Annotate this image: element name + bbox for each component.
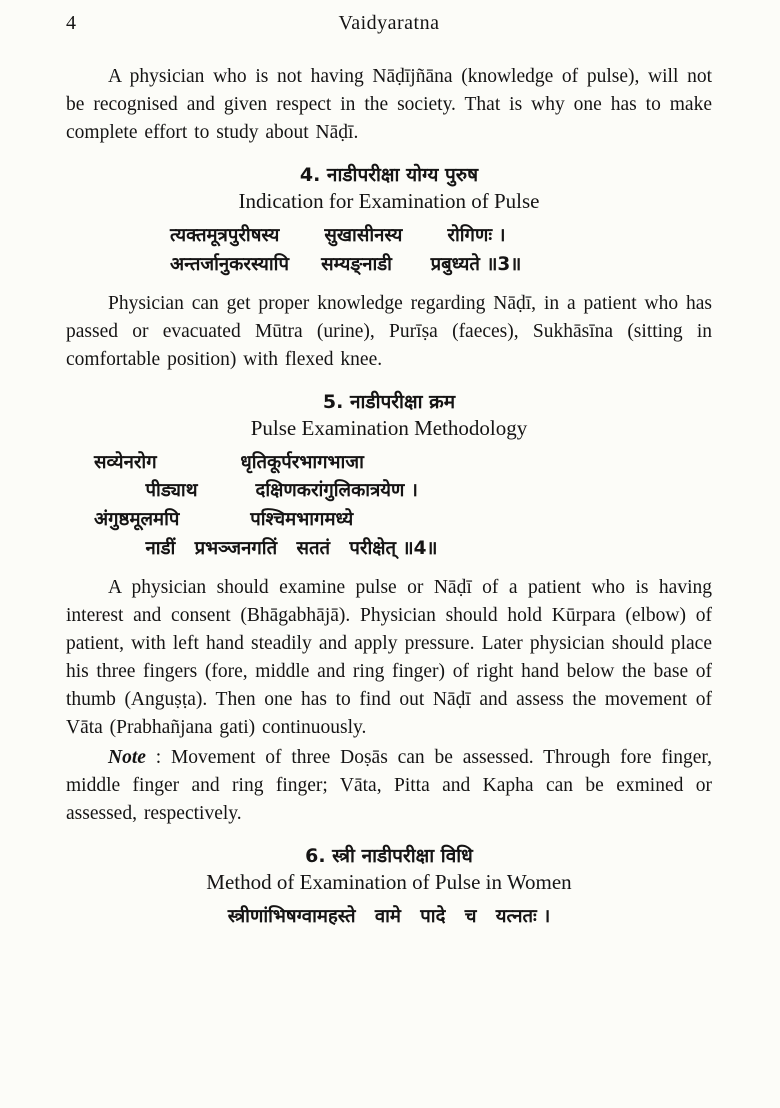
verse-3-line-2: अन्तर्जानुकरस्यापि सम्यङ्नाडी प्रबुध्यते ॥3॥: [170, 253, 522, 275]
book-title: Vaidyaratna: [338, 12, 440, 34]
intro-paragraph: A physician who is not having Nāḍījñāna (knowledge of pulse), will not be recognised and given respect in the society. That is why one has to make complete effort to study about Nāḍī.: [66, 66, 712, 144]
verse-4-line-4: नाडीं प्रभञ्जनगतिं सततं परीक्षेत् ॥4॥: [94, 537, 438, 559]
section-4-heading-devanagari: 4. नाडीपरीक्षा योग्य पुरुष: [299, 164, 479, 187]
section-4-paragraph: Physician can get proper knowledge regarding Nāḍī, in a patient who has passed or evacuated Mūtra (urine), Purīṣa (faeces), Sukhāsīna (sitting in comfortable position) with flexed knee.: [66, 292, 712, 370]
note-paragraph: [66, 744, 712, 828]
note-label: Note: [108, 746, 146, 768]
verse-4-line-1: सव्येनरोग धृतिकूर्परभागभाजा: [94, 451, 364, 473]
verse-women-line-1: स्त्रीणांभिषग्वामहस्ते वामे पादे च यत्नतः ।: [227, 906, 551, 928]
note-text: : Movement of three Doṣās can be assessed. Through fore finger, middle finger and ring finger; Vāta, Pitta and Kapha can be exmined or assessed, respectively.: [66, 746, 712, 825]
section-5-heading-english: Pulse Examination Methodology: [250, 415, 528, 440]
section-4-heading-english: Indication for Examination of Pulse: [238, 189, 540, 214]
section-6: [66, 842, 712, 932]
section-5-heading-devanagari: 5. नाडीपरीक्षा क्रम: [322, 390, 456, 413]
section-5-paragraph: A physician should examine pulse or Nāḍī of a patient who is having interest and consent (Bhāgabhājā). Physician should hold Kūrpara (elbow) of patient, with left hand steadily and apply pressure. Later physician should place his three fingers (fore, middle and ring finger) of right hand below the base of thumb (Anguṣṭa). Then one has to find out Nāḍī and assess the movement of Vāta (Prabhañjana gati) continuously.: [66, 576, 712, 738]
section-6-heading-english: Method of Examination of Pulse in Women: [206, 870, 572, 895]
verse-3: [170, 222, 712, 279]
section-5: [66, 388, 712, 828]
running-head: [66, 12, 712, 35]
verse-3-line-1: त्यक्तमूत्रपुरीषस्य सुखासीनस्य रोगिणः ।: [170, 225, 506, 247]
verse-4-line-3: अंगुष्ठमूलमपि पश्चिमभागमध्ये: [94, 509, 354, 531]
section-6-heading-devanagari: 6. स्त्री नाडीपरीक्षा विधि: [305, 845, 473, 868]
page-number: 4: [66, 12, 76, 34]
section-4: [66, 161, 712, 374]
verse-women: [66, 903, 712, 932]
verse-4-line-2: पीड्याथ दक्षिणकरांगुलिकात्रयेण ।: [94, 480, 418, 502]
verse-4: [94, 449, 712, 564]
